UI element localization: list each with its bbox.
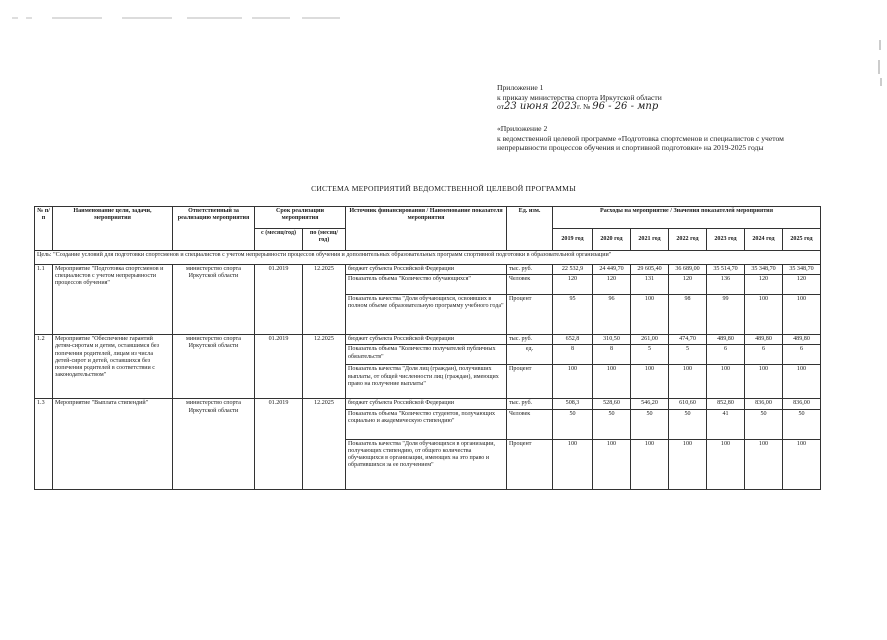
value-cell: 100	[707, 365, 745, 399]
header-from: с (месяц/год)	[255, 229, 303, 251]
unit-cell: Процент	[507, 295, 553, 335]
period-to: 12.2025	[303, 265, 346, 335]
unit-cell: тыс. руб.	[507, 335, 553, 345]
value-cell: 41	[707, 409, 745, 439]
indicator-quality: Показатель качества "Доля обучающихся, освоивших в полном объеме образовательную программу учебного года"	[346, 295, 507, 335]
header-unit: Ед. изм.	[507, 207, 553, 251]
value-cell: 120	[783, 275, 821, 295]
value-cell: 8	[593, 345, 631, 365]
value-cell: 35 348,70	[783, 265, 821, 275]
header-year: 2025 год	[783, 229, 821, 251]
value-cell: 120	[593, 275, 631, 295]
value-cell: 100	[631, 439, 669, 489]
unit-cell: тыс. руб.	[507, 265, 553, 275]
responsible-org: министерство спорта Иркутской области	[173, 265, 255, 335]
scan-edge-mark	[877, 40, 883, 88]
document-title: СИСТЕМА МЕРОПРИЯТИЙ ВЕДОМСТВЕННОЙ ЦЕЛЕВОЙ ПРОГРАММЫ	[311, 184, 576, 193]
indicator-quality: Показатель качества "Доля лиц (граждан), получивших выплаты, от общей численности лиц (граждан), имеющих право на получение выплаты"	[346, 365, 507, 399]
value-cell: 96	[593, 295, 631, 335]
header-num: № п/п	[35, 207, 53, 251]
value-cell: 489,80	[783, 335, 821, 345]
value-cell: 95	[553, 295, 593, 335]
funding-source: бюджет субъекта Российской Федерации	[346, 335, 507, 345]
value-cell: 50	[631, 409, 669, 439]
funding-source: бюджет субъекта Российской Федерации	[346, 399, 507, 409]
value-cell: 310,50	[593, 335, 631, 345]
header-expenses: Расходы на мероприятие / Значения показателей мероприятия	[553, 207, 821, 229]
header-responsible: Ответственный за реализацию мероприятия	[173, 207, 255, 251]
value-cell: 35 514,70	[707, 265, 745, 275]
value-cell: 131	[631, 275, 669, 295]
scan-artifact-marks	[12, 14, 342, 22]
value-cell: 100	[593, 365, 631, 399]
header-period: Срок реализации мероприятия	[255, 207, 346, 229]
value-cell: 100	[669, 365, 707, 399]
program-reference	[497, 124, 797, 153]
unit-cell: Процент	[507, 439, 553, 489]
period-from: 01.2019	[255, 335, 303, 399]
row-num: 1.2	[35, 335, 53, 399]
indicator-volume: Показатель объема "Количество получателей публичных обязательств"	[346, 345, 507, 365]
value-cell: 100	[553, 365, 593, 399]
row-num: 1.1	[35, 265, 53, 335]
period-to: 12.2025	[303, 335, 346, 399]
value-cell: 50	[745, 409, 783, 439]
value-cell: 261,00	[631, 335, 669, 345]
order-reference: к приказу министерства спорта Иркутской области	[497, 92, 662, 102]
value-cell: 6	[745, 345, 783, 365]
value-cell: 508,3	[553, 399, 593, 409]
value-cell: 474,70	[669, 335, 707, 345]
unit-cell: тыс. руб.	[507, 399, 553, 409]
measure-name: Мероприятие "Обеспечение гарантий детям-сиротам и детям, оставшимся без попечения родителей, лицам из числа детей-сирот и детей, оставшихся без попечения родителей в соответствии с законодательством"	[53, 335, 173, 399]
value-cell: 100	[783, 439, 821, 489]
value-cell: 100	[553, 439, 593, 489]
order-date-number: от23 июня 2023г. № 96 - 26 - мпр	[497, 101, 659, 113]
value-cell: 100	[669, 439, 707, 489]
value-cell: 5	[631, 345, 669, 365]
value-cell: 120	[553, 275, 593, 295]
value-cell: 6	[707, 345, 745, 365]
program-name: к ведомственной целевой программе «Подготовка спортсменов и специалистов с учетом непрерывности процессов обучения и спортивной подготовки» на 2019-2025 годы	[497, 133, 784, 153]
value-cell: 100	[783, 295, 821, 335]
value-cell: 100	[745, 439, 783, 489]
value-cell: 100	[745, 295, 783, 335]
value-cell: 652,8	[553, 335, 593, 345]
header-year: 2022 год	[669, 229, 707, 251]
appendix-label: Приложение 1	[497, 83, 544, 92]
value-cell: 489,80	[745, 335, 783, 345]
value-cell: 50	[669, 409, 707, 439]
measures-table	[34, 206, 821, 490]
header-year: 2021 год	[631, 229, 669, 251]
responsible-org: министерство спорта Иркутской области	[173, 399, 255, 489]
value-cell: 100	[631, 295, 669, 335]
header-year: 2019 год	[553, 229, 593, 251]
value-cell: 852,80	[707, 399, 745, 409]
value-cell: 29 605,40	[631, 265, 669, 275]
value-cell: 24 449,70	[593, 265, 631, 275]
value-cell: 8	[553, 345, 593, 365]
value-cell: 836,00	[783, 399, 821, 409]
unit-cell: Человек	[507, 275, 553, 295]
measure-name: Мероприятие "Выплата стипендий"	[53, 399, 173, 489]
responsible-org: министерство спорта Иркутской области	[173, 335, 255, 399]
value-cell: 136	[707, 275, 745, 295]
unit-cell: Процент	[507, 365, 553, 399]
header-year: 2020 год	[593, 229, 631, 251]
value-cell: 22 532,9	[553, 265, 593, 275]
funding-source: бюджет субъекта Российской Федерации	[346, 265, 507, 275]
unit-cell: ед.	[507, 345, 553, 365]
indicator-quality: Показатель качества "Доля обучающихся в организации, получающих стипендию, от общего количества обучающихся в организации, имеющих на это право и обратившихся за ее получением"	[346, 439, 507, 489]
unit-cell: Человек	[507, 409, 553, 439]
header-to: по (месяц/год)	[303, 229, 346, 251]
value-cell: 50	[783, 409, 821, 439]
handwritten-number: 96 - 26 - мпр	[592, 101, 659, 113]
value-cell: 100	[707, 439, 745, 489]
goal-row: Цель: "Создание условий для подготовки спортсменов и специалистов с учетом непрерывности процессов обучения и дополнительных образовательных программ спортивной подготовки в образовательной организации"	[35, 251, 821, 265]
value-cell: 98	[669, 295, 707, 335]
value-cell: 120	[745, 275, 783, 295]
indicator-volume: Показатель объема "Количество обучающихся"	[346, 275, 507, 295]
header-name: Наименование цели, задачи, мероприятия	[53, 207, 173, 251]
value-cell: 35 348,70	[745, 265, 783, 275]
handwritten-date: 23 июня 2023	[504, 101, 577, 113]
value-cell: 100	[593, 439, 631, 489]
measure-name: Мероприятие "Подготовка спортсменов и специалистов с учетом непрерывности процессов обучения"	[53, 265, 173, 335]
value-cell: 99	[707, 295, 745, 335]
quoted-appendix-label: «Приложение 2	[497, 124, 548, 133]
value-cell: 6	[783, 345, 821, 365]
header-source: Источник финансирования / Наименование показателя мероприятия	[346, 207, 507, 251]
value-cell: 489,80	[707, 335, 745, 345]
value-cell: 50	[553, 409, 593, 439]
value-cell: 50	[593, 409, 631, 439]
value-cell: 36 689,00	[669, 265, 707, 275]
indicator-volume: Показатель объема "Количество студентов, получающих социально и академическую стипендию"	[346, 409, 507, 439]
row-num: 1.3	[35, 399, 53, 489]
value-cell: 5	[669, 345, 707, 365]
period-to: 12.2025	[303, 399, 346, 489]
value-cell: 100	[745, 365, 783, 399]
value-cell: 100	[631, 365, 669, 399]
value-cell: 100	[783, 365, 821, 399]
value-cell: 528,60	[593, 399, 631, 409]
period-from: 01.2019	[255, 399, 303, 489]
period-from: 01.2019	[255, 265, 303, 335]
header-year: 2023 год	[707, 229, 745, 251]
value-cell: 120	[669, 275, 707, 295]
value-cell: 546,20	[631, 399, 669, 409]
header-year: 2024 год	[745, 229, 783, 251]
value-cell: 610,60	[669, 399, 707, 409]
appendix-header	[497, 83, 837, 112]
value-cell: 836,00	[745, 399, 783, 409]
